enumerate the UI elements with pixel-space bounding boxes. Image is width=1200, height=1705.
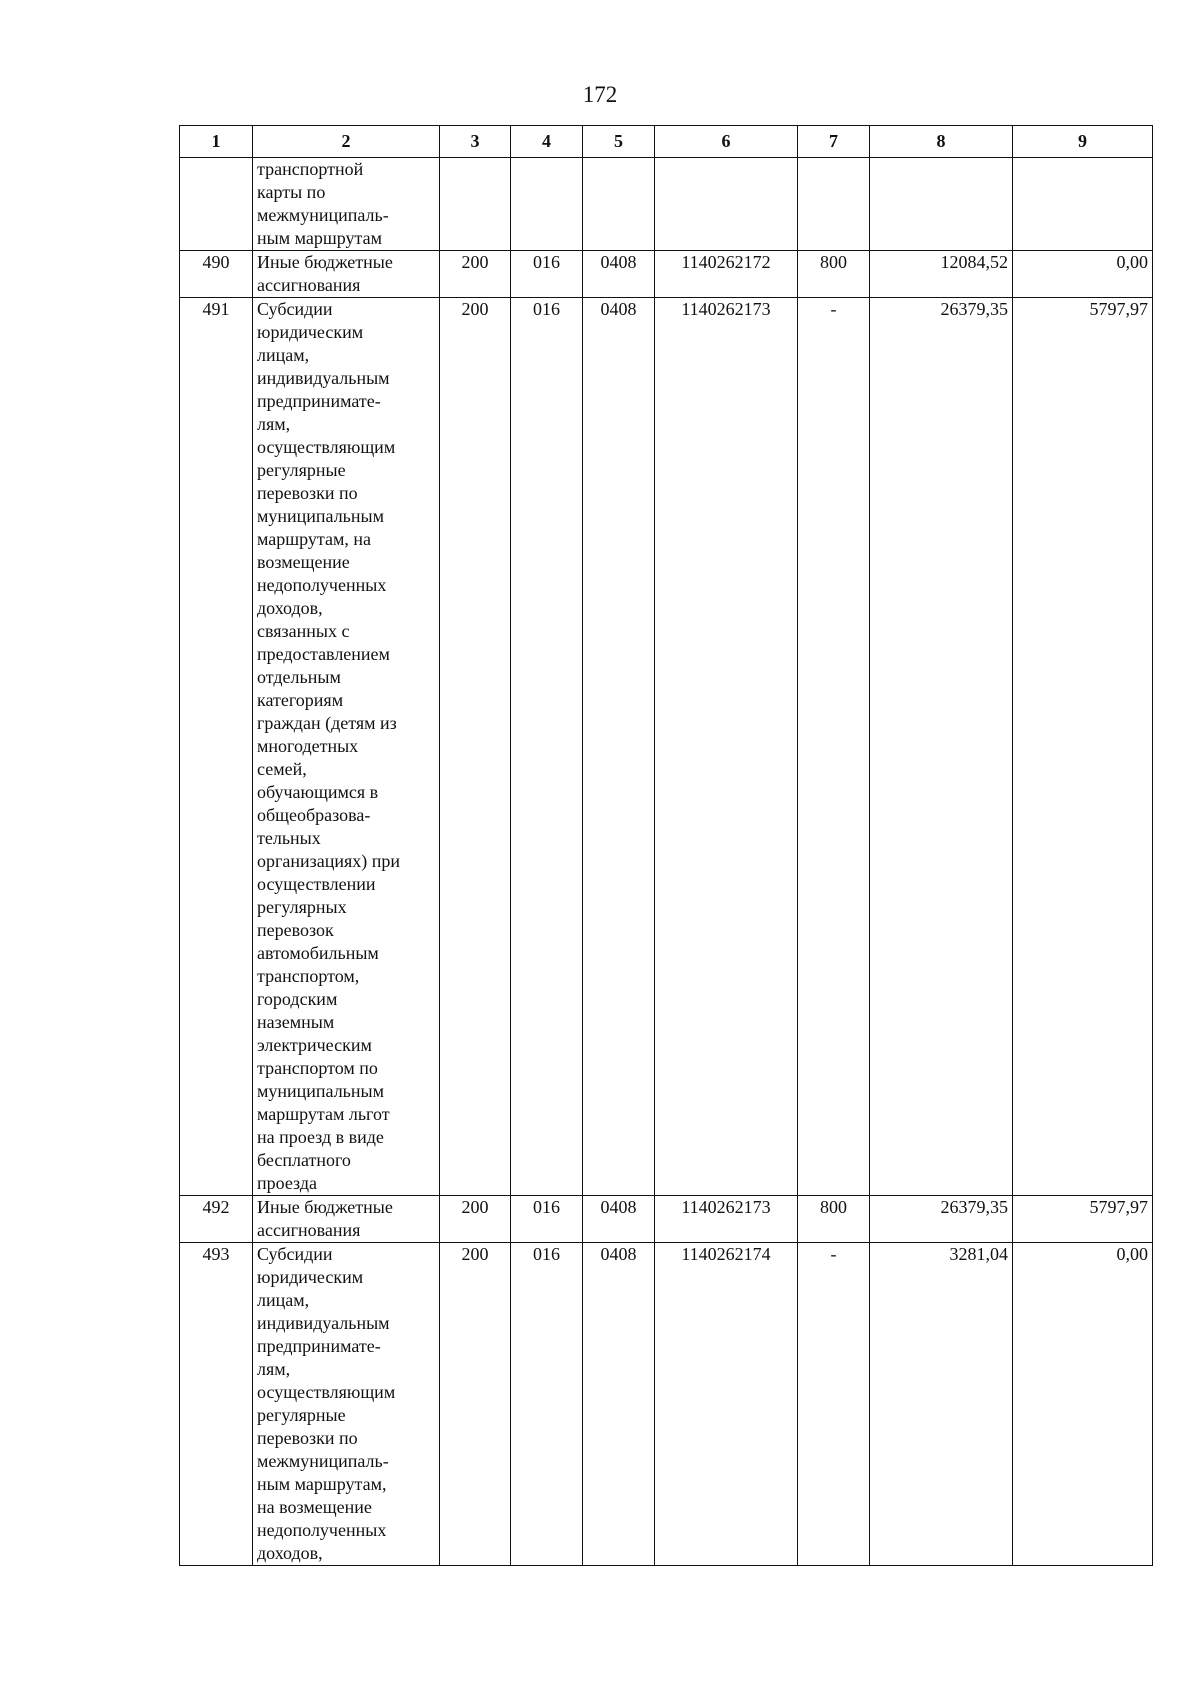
header-cell: 4 bbox=[511, 126, 583, 158]
cell-col8: 26379,35 bbox=[870, 1196, 1013, 1243]
header-cell: 7 bbox=[798, 126, 870, 158]
row-number: 491 bbox=[180, 298, 253, 1196]
cell-col3: 200 bbox=[440, 251, 511, 298]
header-cell: 2 bbox=[253, 126, 440, 158]
cell-col8: 26379,35 bbox=[870, 298, 1013, 1196]
cell-col6 bbox=[655, 158, 798, 251]
table-row bbox=[180, 251, 1153, 298]
page-number: 172 bbox=[582, 82, 618, 107]
header-cell: 3 bbox=[440, 126, 511, 158]
cell-col6: 1140262174 bbox=[655, 1243, 798, 1566]
cell-col6: 1140262173 bbox=[655, 1196, 798, 1243]
header-row bbox=[180, 126, 1153, 158]
cell-col4: 016 bbox=[511, 1196, 583, 1243]
cell-col7: 800 bbox=[798, 251, 870, 298]
cell-col6: 1140262172 bbox=[655, 251, 798, 298]
cell-col3: 200 bbox=[440, 1243, 511, 1566]
cell-col4: 016 bbox=[511, 298, 583, 1196]
header-cell: 8 bbox=[870, 126, 1013, 158]
cell-col3: 200 bbox=[440, 298, 511, 1196]
cell-col8 bbox=[870, 158, 1013, 251]
row-number bbox=[180, 158, 253, 251]
header-cell: 5 bbox=[583, 126, 655, 158]
row-number: 492 bbox=[180, 1196, 253, 1243]
cell-col5: 0408 bbox=[583, 251, 655, 298]
table-row bbox=[180, 298, 1153, 1196]
cell-col9 bbox=[1013, 158, 1153, 251]
header-cell: 1 bbox=[180, 126, 253, 158]
cell-col4: 016 bbox=[511, 251, 583, 298]
cell-col4 bbox=[511, 158, 583, 251]
row-name: Субсидии юридическим лицам, индивидуальным предпринимате- лям, осуществляющим регулярные перевозки по муниципальным маршрутам, на возмещение недополученных доходов, связанных с предоставлением отдельным категориям граждан (детям из многодетных семей, обучающимся в общеобразова- тельных организациях) при осуществлении регулярных перевозок автомобильным транспортом, городским наземным электрическим транспортом по муниципальным маршрутам льгот на проезд в виде бесплатного проезда bbox=[253, 298, 440, 1196]
cell-col7: - bbox=[798, 1243, 870, 1566]
cell-col3 bbox=[440, 158, 511, 251]
cell-col3: 200 bbox=[440, 1196, 511, 1243]
row-name: Иные бюджетные ассигнования bbox=[253, 1196, 440, 1243]
table-row bbox=[180, 1196, 1153, 1243]
row-number: 493 bbox=[180, 1243, 253, 1566]
row-name: Иные бюджетные ассигнования bbox=[253, 251, 440, 298]
table-row bbox=[180, 1243, 1153, 1566]
cell-col5: 0408 bbox=[583, 1196, 655, 1243]
budget-table bbox=[179, 125, 1153, 1566]
cell-col7: 800 bbox=[798, 1196, 870, 1243]
row-name: Субсидии юридическим лицам, индивидуальным предпринимате- лям, осуществляющим регулярные перевозки по межмуниципаль- ным маршрутам, на возмещение недополученных доходов, bbox=[253, 1243, 440, 1566]
cell-col8: 3281,04 bbox=[870, 1243, 1013, 1566]
cell-col8: 12084,52 bbox=[870, 251, 1013, 298]
header-cell: 9 bbox=[1013, 126, 1153, 158]
cell-col6: 1140262173 bbox=[655, 298, 798, 1196]
cell-col4: 016 bbox=[511, 1243, 583, 1566]
cell-col5 bbox=[583, 158, 655, 251]
cell-col5: 0408 bbox=[583, 1243, 655, 1566]
cell-col9: 5797,97 bbox=[1013, 298, 1153, 1196]
cell-col5: 0408 bbox=[583, 298, 655, 1196]
header-cell: 6 bbox=[655, 126, 798, 158]
row-name: транспортной карты по межмуниципаль- ным маршрутам bbox=[253, 158, 440, 251]
row-number: 490 bbox=[180, 251, 253, 298]
table-row bbox=[180, 158, 1153, 251]
cell-col9: 5797,97 bbox=[1013, 1196, 1153, 1243]
cell-col9: 0,00 bbox=[1013, 251, 1153, 298]
cell-col7 bbox=[798, 158, 870, 251]
cell-col7: - bbox=[798, 298, 870, 1196]
cell-col9: 0,00 bbox=[1013, 1243, 1153, 1566]
